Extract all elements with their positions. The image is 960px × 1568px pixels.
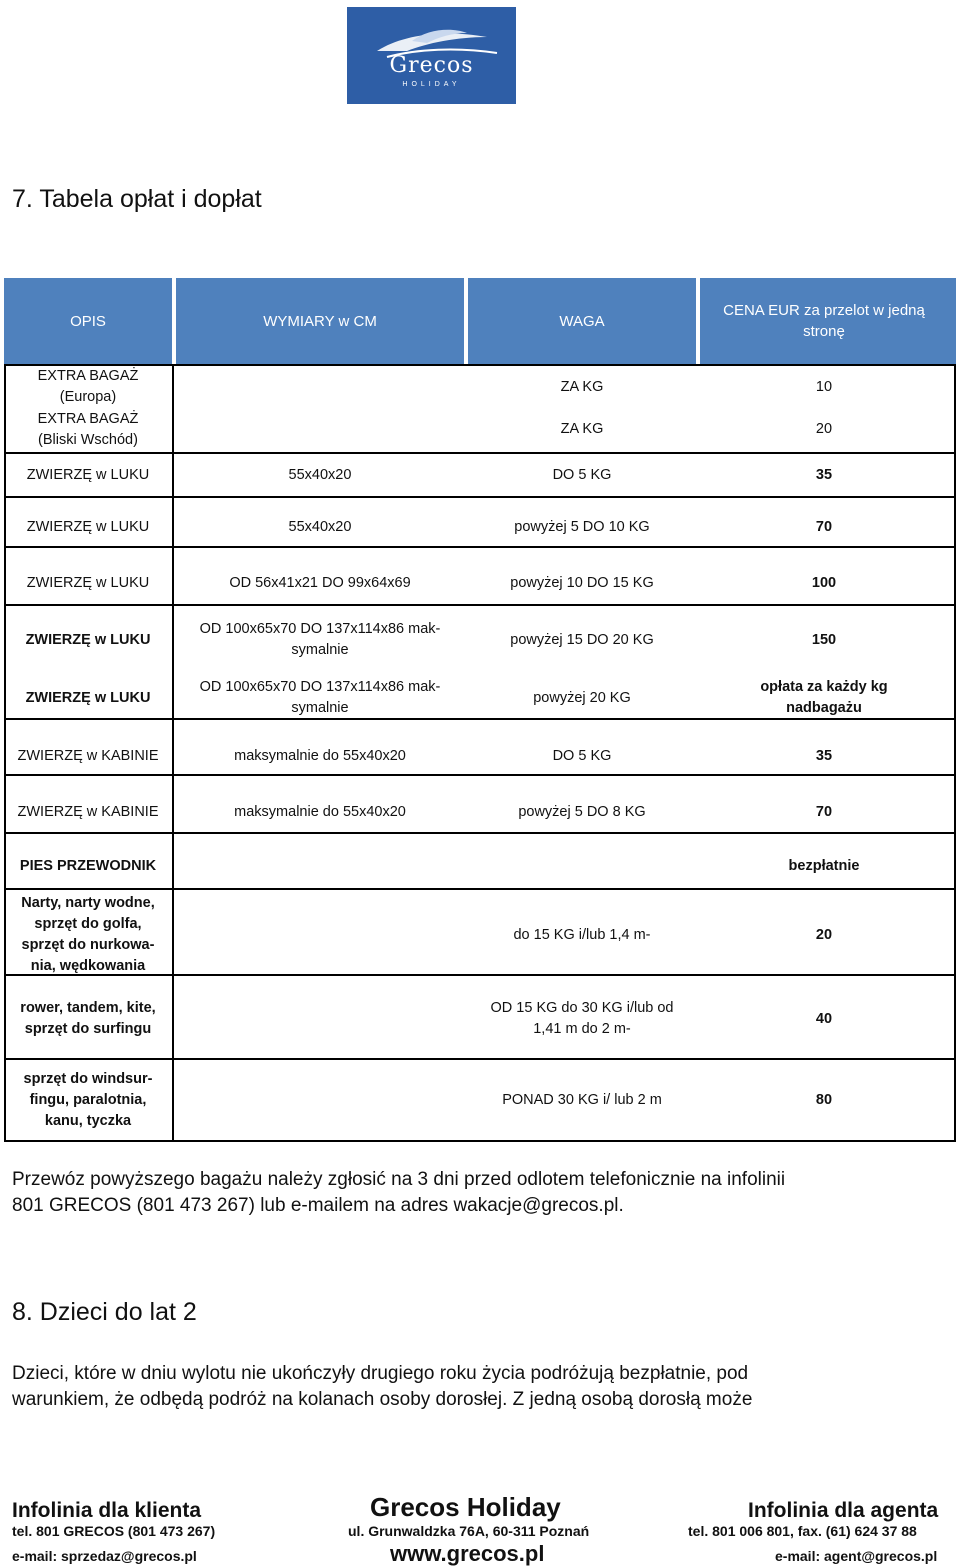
table-cell-wymiary: 55x40x20 — [288, 466, 352, 483]
fees-table — [4, 278, 956, 1142]
table-rule — [4, 888, 956, 890]
table-rule — [4, 1058, 956, 1060]
table-cell-wymiary: OD 100x65x70 DO 137x114x86 mak- symalnie — [199, 621, 441, 658]
table-cell-cena: 70 — [815, 803, 833, 820]
header-cena: CENA EUR za przelot w jedną stronę — [723, 302, 925, 340]
table-rule — [4, 364, 6, 1142]
header-waga: WAGA — [559, 312, 605, 330]
table-cell-cena: opłata za każdy kg nadbagażu — [760, 679, 888, 716]
table-rule — [4, 496, 956, 498]
table-cell-opis: ZWIERZĘ w KABINIE — [17, 747, 159, 764]
table-cell-waga: DO 5 KG — [552, 747, 612, 764]
table-cell-cena: 20 — [815, 421, 833, 437]
table-cell-waga: powyżej 20 KG — [533, 689, 631, 706]
table-cell-waga: powyżej 5 DO 8 KG — [518, 803, 646, 820]
table-cell-wymiary — [176, 408, 464, 451]
footer-left-email: e-mail: sprzedaz@grecos.pl — [12, 1548, 197, 1564]
table-cell-wymiary: OD 100x65x70 DO 137x114x86 mak- symalnie — [199, 679, 441, 716]
table-cell-cena: 150 — [811, 631, 837, 648]
table-rule — [172, 364, 174, 1142]
table-cell-cena: 40 — [815, 1010, 833, 1027]
table-rule — [4, 974, 956, 976]
table-cell-cena: 35 — [815, 747, 833, 764]
table-rule — [4, 452, 956, 454]
table-cell-opis: ZWIERZĘ w LUKU — [26, 518, 150, 535]
table-cell-cena: 70 — [815, 518, 833, 535]
table-cell-opis: ZWIERZĘ w LUKU — [26, 466, 150, 483]
logo-brand: Grecos — [389, 53, 474, 78]
table-cell-wymiary — [176, 1060, 464, 1140]
table-rule — [4, 832, 956, 834]
table-cell-waga: ZA KG — [560, 378, 604, 395]
table-cell-wymiary: 55x40x20 — [288, 518, 352, 535]
table-cell-waga: ZA KG — [560, 421, 604, 437]
logo-subtitle: HOLIDAY — [402, 81, 461, 88]
table-cell-opis: Narty, narty wodne, sprzęt do golfa, sprzęt do nurkowa- nia, wędkowania — [21, 895, 155, 974]
footer-right-title: Infolinia dla agenta — [748, 1499, 939, 1522]
table-rule — [4, 364, 956, 366]
header-opis: OPIS — [70, 312, 106, 330]
table-cell-wymiary: OD 56x41x21 DO 99x64x69 — [229, 574, 411, 591]
table-cell-wymiary: maksymalnie do 55x40x20 — [234, 747, 406, 764]
table-cell-waga: OD 15 KG do 30 KG i/lub od 1,41 m do 2 m- — [490, 1000, 674, 1037]
table-cell-opis: EXTRA BAGAŻ (Europa) — [37, 368, 139, 405]
table-cell-wymiary — [176, 978, 464, 1060]
table-cell-opis: ZWIERZĘ w KABINIE — [17, 803, 159, 820]
table-rule — [4, 1140, 956, 1142]
table-cell-opis: PIES PRZEWODNIK — [19, 857, 157, 874]
table-cell-wymiary — [176, 894, 464, 976]
table-cell-wymiary — [176, 840, 464, 892]
footer-center-www[interactable]: www.grecos.pl — [390, 1541, 545, 1566]
table-cell-cena: 100 — [811, 574, 837, 591]
footer-left-title: Infolinia dla klienta — [12, 1499, 202, 1522]
table-cell-waga: DO 5 KG — [552, 466, 612, 483]
section-7-title: 7. Tabela opłat i dopłat — [12, 185, 262, 213]
table-cell-opis: ZWIERZĘ w LUKU — [26, 574, 150, 591]
table-cell-cena: 80 — [815, 1091, 833, 1108]
footer-left-tel: tel. 801 GRECOS (801 473 267) — [12, 1523, 216, 1539]
table-cell-wymiary: maksymalnie do 55x40x20 — [234, 803, 406, 820]
table-cell-cena: 20 — [815, 926, 833, 943]
table-cell-waga — [468, 840, 696, 892]
table-cell-waga: powyżej 5 DO 10 KG — [514, 518, 650, 535]
table-cell-opis: rower, tandem, kite, sprzęt do surfingu — [20, 1000, 156, 1037]
grecos-logo — [347, 7, 516, 104]
table-rule — [4, 546, 956, 548]
footer-center-address: ul. Grunwaldzka 76A, 60-311 Poznań — [348, 1523, 590, 1539]
table-rule — [4, 774, 956, 776]
table-cell-opis: sprzęt do windsur- fingu, paralotnia, kanu, tyczka — [23, 1070, 153, 1129]
note-7: Przewóz powyższego bagażu należy zgłosić na 3 dni przed odlotem telefonicznie na infolinii 801 GRECOS (801 473 267) lub e-mailem na adres wakacje@grecos.pl. — [12, 1169, 786, 1216]
section-8-title: 8. Dzieci do lat 2 — [12, 1298, 197, 1326]
table-cell-waga: PONAD 30 KG i/ lub 2 m — [502, 1091, 662, 1108]
table-cell-cena: bezpłatnie — [788, 857, 860, 874]
table-rule — [4, 718, 956, 720]
table-rule — [954, 364, 956, 1142]
table-cell-wymiary — [176, 366, 464, 408]
header-wymiary: WYMIARY w CM — [263, 312, 377, 330]
table-cell-waga: powyżej 15 DO 20 KG — [510, 631, 654, 648]
table-cell-waga: do 15 KG i/lub 1,4 m- — [513, 926, 651, 943]
table-cell-cena: 10 — [815, 378, 833, 395]
table-cell-opis: ZWIERZĘ w LUKU — [25, 689, 151, 706]
table-rule — [4, 604, 956, 606]
table-cell-opis: ZWIERZĘ w LUKU — [25, 631, 151, 648]
table-cell-cena: 35 — [815, 466, 833, 483]
table-cell-waga: powyżej 10 DO 15 KG — [510, 574, 654, 591]
footer-right-tel: tel. 801 006 801, fax. (61) 624 37 88 — [688, 1523, 917, 1539]
section-8-text: Dzieci, które w dniu wylotu nie ukończyły drugiego roku życia podróżują bezpłatnie, pod warunkiem, że odbędą podróż na kolanach osoby dorosłej. Z jedną osobą dorosłą może — [12, 1363, 753, 1410]
footer-right-email: e-mail: agent@grecos.pl — [775, 1548, 938, 1564]
table-cell-opis: EXTRA BAGAŻ (Bliski Wschód) — [37, 410, 139, 448]
footer-center-title: Grecos Holiday — [370, 1492, 561, 1522]
